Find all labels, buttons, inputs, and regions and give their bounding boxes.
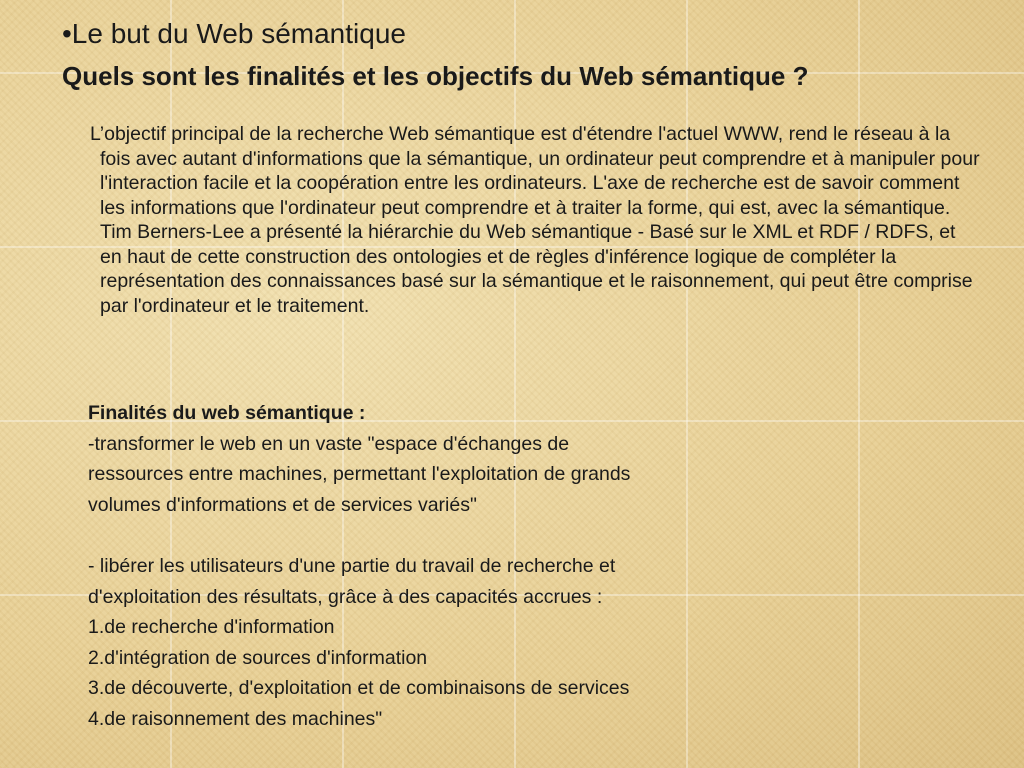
capacity-item: 2.d'intégration de sources d'information bbox=[88, 646, 428, 669]
capacity-item: 4.de raisonnement des machines" bbox=[88, 707, 383, 730]
finalites-section bbox=[88, 398, 968, 735]
finalite2-line: - libérer les utilisateurs d'une partie du travail de recherche et bbox=[88, 554, 616, 577]
intro-paragraph: L’objectif principal de la recherche Web sémantique est d'étendre l'actuel WWW, rend le réseau à la fois avec autant d'informations que la sémantique, un ordinateur peut comprendre et à manipuler pour l'interaction facile et la coopération entre les ordinateurs. L'axe de recherche est de savoir comment les informations que l'ordinateur peut comprendre et à traiter la forme, qui est, avec la sémantique. Tim Berners-Lee a présenté la hiérarchie du Web sémantique - Basé sur le XML et RDF / RDFS, et en haut de cette construction des ontologies et de règles d'inférence logique de compléter la représentation des connaissances basé sur la sémantique et le raisonnement, qui peut être comprise par l'ordinateur et le traitement. bbox=[90, 123, 980, 317]
capacity-item: 3.de découverte, d'exploitation et de combinaisons de services bbox=[88, 677, 630, 700]
blank-spacer bbox=[88, 520, 968, 551]
finalite1-line: -transformer le web en un vaste "espace d'échanges de bbox=[88, 432, 570, 455]
finalite2-line: d'exploitation des résultats, grâce à des capacités accrues : bbox=[88, 585, 603, 608]
capacity-item: 1.de recherche d'information bbox=[88, 616, 335, 639]
slide-title-question: Quels sont les finalités et les objectifs du Web sémantique ? bbox=[62, 61, 809, 91]
finalite1-line: ressources entre machines, permettant l'exploitation de grands bbox=[88, 463, 631, 486]
finalites-heading: Finalités du web sémantique : bbox=[88, 402, 366, 424]
slide-title-bullet: •Le but du Web sémantique bbox=[62, 18, 406, 49]
finalite1-line: volumes d'informations et de services variés" bbox=[88, 493, 477, 516]
